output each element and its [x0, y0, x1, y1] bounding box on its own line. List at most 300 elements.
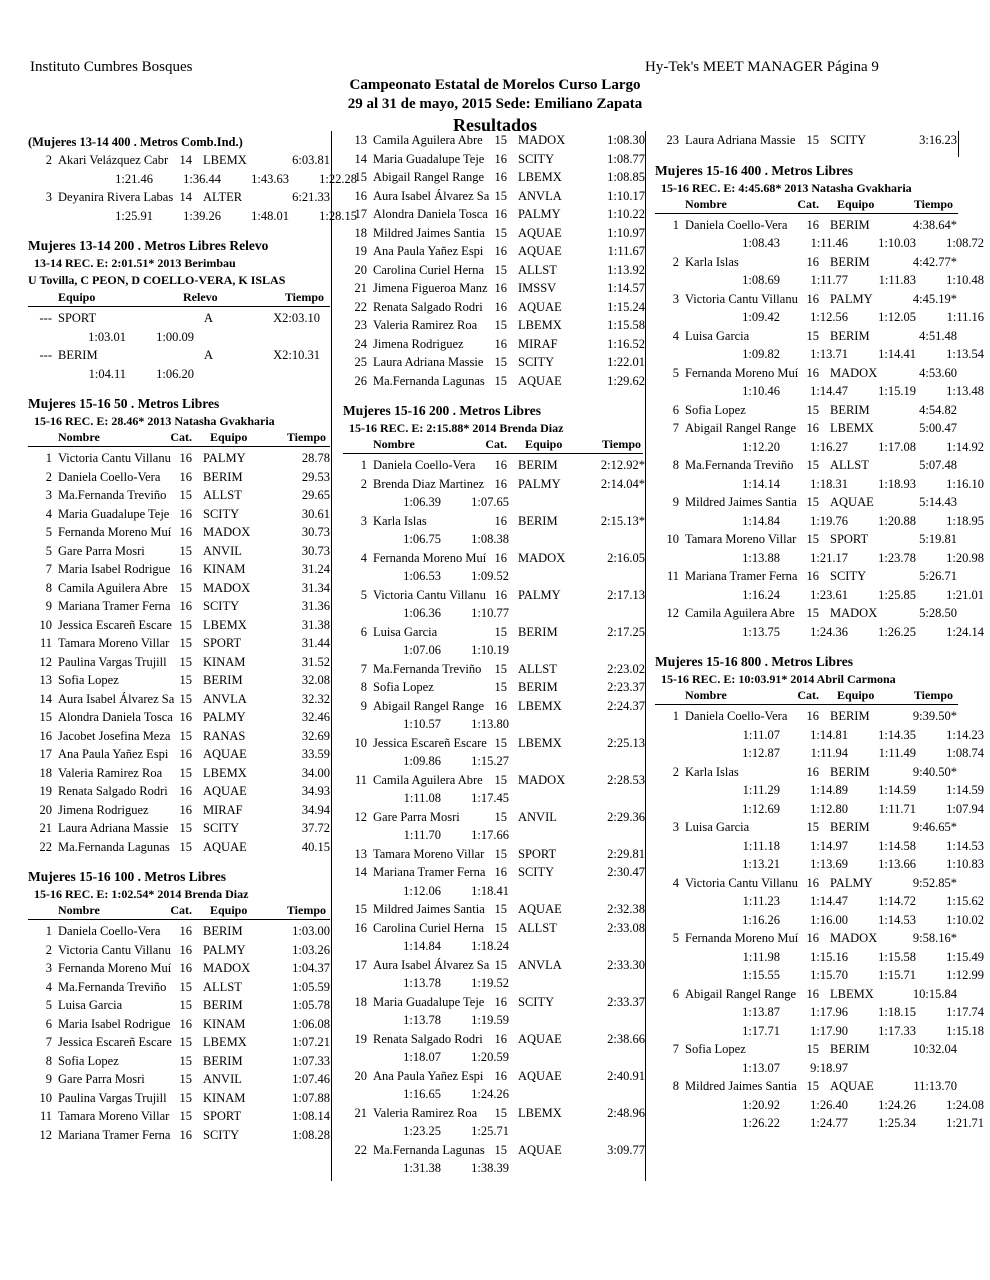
age: 15	[179, 1053, 192, 1068]
splits-row	[655, 512, 984, 531]
result-row	[343, 279, 643, 298]
age: 15	[179, 636, 192, 650]
split-time: 1:09.52	[471, 569, 509, 583]
age: 15	[494, 902, 507, 916]
time: 1:08.85	[607, 170, 645, 184]
splits-row	[655, 966, 984, 985]
split-time: 1:07.06	[403, 643, 441, 657]
result-row	[28, 468, 330, 487]
swimmer-name: Daniela Coello-Vera	[373, 458, 476, 472]
swimmer-name: Mariana Tramer Ferna	[373, 865, 486, 879]
swimmer-name: Mildred Jaimes Santia	[373, 225, 485, 240]
result-row	[28, 1107, 330, 1126]
result-row	[343, 168, 643, 187]
place: 10	[666, 532, 679, 546]
place: 19	[354, 1031, 367, 1046]
time: 10:32.04	[912, 1042, 957, 1056]
splits-row	[655, 911, 984, 930]
result-row	[655, 364, 958, 383]
swimmer-name: Luisa Garcia	[373, 624, 438, 639]
age: 16	[494, 458, 507, 472]
split-time: 1:24.26	[878, 1097, 916, 1112]
split-time: 1:18.24	[471, 939, 509, 953]
splits-row	[343, 641, 643, 660]
place: 12	[39, 1127, 52, 1142]
meet-dates: 29 al 31 de mayo, 2015 Sede: Emiliano Zapata	[347, 96, 643, 112]
result-row	[655, 216, 958, 235]
split-time: 1:12.20	[742, 439, 780, 454]
split-time: 1:15.16	[810, 949, 848, 964]
age: 16	[494, 151, 507, 166]
result-row	[343, 586, 643, 605]
time: 5:00.47	[919, 421, 957, 435]
place: 17	[39, 747, 52, 761]
age: 15	[494, 355, 507, 369]
time: 4:42.77*	[912, 254, 957, 269]
swimmer-name: Fernanda Moreno Muí	[685, 365, 799, 380]
team: BERIM	[830, 328, 870, 343]
event-record: 15-16 REC. E: 2:15.88* 2014 Brenda Diaz	[349, 421, 564, 435]
event-record: 15-16 REC. E: 10:03.91* 2014 Abril Carmona	[661, 672, 896, 686]
time: 31.38	[301, 617, 330, 632]
time: 3:16.23	[919, 133, 957, 147]
time: 2:23.37	[607, 680, 645, 694]
age: 15	[806, 1079, 819, 1093]
time: 32.46	[301, 710, 330, 724]
time: 1:03.00	[292, 924, 330, 938]
split-time: 1:08.43	[742, 236, 780, 250]
result-row	[28, 727, 330, 746]
team: SPORT	[58, 311, 97, 325]
swimmer-name: Jessica Escareñ Escare	[58, 1035, 172, 1049]
result-row	[655, 1077, 958, 1096]
time: 2:14.04*	[600, 476, 645, 491]
age: 15	[179, 1090, 192, 1105]
header-team: Equipo	[837, 196, 875, 211]
team: SCITY	[518, 994, 555, 1009]
split-time: 1:21.01	[946, 587, 984, 602]
table-header	[28, 902, 330, 920]
split-time: 1:14.84	[742, 513, 780, 528]
age: 16	[494, 698, 507, 713]
split-time: 1:11.16	[946, 310, 984, 324]
swimmer-name: Laura Adriana Massie	[58, 821, 169, 835]
swimmer-name: Renata Salgado Rodri	[373, 299, 483, 314]
split-time: 1:14.47	[810, 384, 848, 398]
splits-row	[655, 234, 984, 253]
team: MADOX	[203, 961, 251, 975]
split-time: 1:11.98	[742, 949, 780, 964]
time: 1:14.57	[607, 281, 645, 295]
result-row	[343, 956, 643, 975]
split-time: 1:17.66	[471, 828, 509, 842]
place: 18	[39, 765, 52, 780]
place: 8	[45, 580, 52, 595]
place: 4	[672, 875, 679, 890]
team: AQUAE	[518, 1068, 562, 1083]
splits-row	[343, 1011, 643, 1030]
split-time: 1:39.26	[183, 208, 221, 223]
swimmer-name: Mariana Tramer Ferna	[685, 569, 798, 583]
header-meet-manager: Hy-Tek's MEET MANAGER Página 9	[645, 59, 879, 75]
splits-row	[343, 826, 643, 845]
place: 3	[360, 513, 367, 528]
age: 15	[494, 225, 507, 240]
swimmer-name: Luisa Garcia	[685, 820, 750, 834]
place: 26	[354, 373, 367, 388]
team: MADOX	[830, 606, 878, 620]
place: 21	[39, 821, 52, 835]
column-divider	[645, 131, 646, 1181]
place: 21	[354, 1105, 367, 1120]
age: 16	[494, 994, 507, 1009]
split-time: 1:20.92	[742, 1097, 780, 1112]
result-row	[28, 838, 330, 857]
time: 9:58.16*	[912, 931, 957, 945]
place: 22	[354, 1142, 367, 1157]
team: MADOX	[830, 931, 878, 945]
place: 7	[672, 421, 679, 435]
place: ---	[39, 348, 52, 362]
splits-row	[343, 752, 643, 771]
swimmer-name: Abigail Rangel Range	[685, 421, 797, 435]
splits-row	[28, 328, 330, 347]
swimmer-name: Aura Isabel Álvarez Sa	[58, 691, 175, 706]
age: 16	[806, 254, 819, 269]
header-team: Equipo	[210, 430, 248, 444]
team: SCITY	[203, 821, 240, 835]
result-row	[343, 150, 643, 169]
age: 15	[806, 820, 819, 834]
result-row	[28, 996, 330, 1015]
split-time: 1:14.84	[403, 939, 441, 953]
header-name: Nombre	[58, 903, 100, 917]
split-time: 1:14.97	[810, 838, 848, 853]
split-time: 1:10.57	[403, 717, 441, 731]
age: 16	[179, 1016, 192, 1031]
team: AQUAE	[518, 244, 562, 258]
header-name: Nombre	[685, 688, 727, 702]
split-time: 1:15.70	[810, 968, 848, 982]
result-row	[28, 1033, 330, 1052]
age: 15	[494, 957, 507, 972]
age: 15	[179, 1109, 192, 1123]
age: 16	[179, 525, 192, 539]
time: 4:45.19*	[912, 291, 957, 306]
time: 5:19.81	[919, 532, 957, 546]
result-row	[343, 475, 643, 494]
time: 32.69	[301, 728, 330, 743]
split-time: 1:14.41	[878, 347, 916, 361]
swimmer-name: Camila Aguilera Abre	[685, 606, 795, 620]
place: 2	[672, 254, 679, 269]
swimmer-name: Jessica Escareñ Escare	[373, 735, 487, 750]
split-time: 1:15.19	[878, 384, 916, 398]
swimmer-name: Mariana Tramer Ferna	[58, 1127, 171, 1142]
age: 15	[494, 661, 507, 676]
result-row	[343, 863, 643, 882]
age: 15	[179, 728, 192, 743]
split-time: 1:09.82	[742, 347, 780, 361]
result-row	[28, 1070, 330, 1089]
age: 15	[494, 846, 507, 861]
swimmer-name: Maria Guadalupe Teje	[373, 151, 485, 166]
age: 16	[806, 569, 819, 583]
place: 4	[45, 979, 52, 994]
age: 15	[806, 532, 819, 546]
time: 1:10.17	[607, 188, 645, 203]
age: 15	[494, 373, 507, 388]
split-time: 1:13.87	[742, 1005, 780, 1019]
team: BERIM	[830, 820, 870, 834]
event-record: 15-16 REC. E: 28.46* 2013 Natasha Gvakharia	[34, 414, 275, 428]
split-time: 1:21.17	[810, 550, 848, 565]
place: 3	[672, 820, 679, 834]
swimmer-name: Alondra Daniela Tosca	[58, 710, 173, 724]
column-divider	[331, 131, 332, 1181]
age: 16	[806, 365, 819, 380]
result-row	[655, 327, 958, 346]
time: 5:26.71	[919, 569, 957, 583]
team: SCITY	[518, 151, 555, 166]
result-row	[343, 353, 643, 372]
swimmer-name: Luisa Garcia	[58, 998, 123, 1012]
split-time: 1:21.46	[115, 171, 153, 186]
swimmer-name: Valeria Ramirez Roa	[58, 765, 163, 780]
age: 16	[179, 451, 192, 465]
relay-row	[28, 309, 330, 328]
age: 15	[494, 1142, 507, 1157]
team: KINAM	[203, 1016, 246, 1031]
time: 5:07.48	[919, 458, 957, 472]
age: 15	[494, 920, 507, 935]
header-age: Cat.	[170, 430, 192, 444]
swimmer-name: Fernanda Moreno Muí	[58, 525, 172, 539]
time: 9:40.50*	[912, 764, 957, 779]
result-row	[655, 456, 958, 475]
place: 14	[354, 151, 367, 166]
time: 1:10.22	[607, 207, 645, 221]
split-time: 1:13.54	[946, 347, 984, 361]
split-time: 1:13.07	[742, 1060, 780, 1075]
team: SCITY	[518, 865, 555, 879]
place: 18	[354, 994, 367, 1009]
split-time: 1:19.52	[471, 976, 509, 990]
result-row	[655, 929, 958, 948]
result-row	[343, 734, 643, 753]
place: 2	[45, 942, 52, 957]
result-row	[28, 188, 330, 207]
age: 16	[494, 281, 507, 295]
time: 33.59	[301, 747, 330, 761]
splits-row	[655, 1022, 984, 1041]
place: 10	[354, 735, 367, 750]
place: 16	[39, 728, 52, 743]
table-header	[28, 429, 330, 447]
split-time: 1:08.74	[946, 746, 984, 760]
age: 15	[179, 1072, 192, 1086]
time: 1:08.14	[292, 1109, 330, 1123]
place: 4	[360, 550, 367, 565]
split-time: 1:48.01	[251, 208, 289, 223]
split-time: 1:11.08	[403, 791, 441, 805]
split-time: 1:23.78	[878, 550, 916, 565]
result-row	[655, 290, 958, 309]
place: 3	[45, 190, 52, 204]
result-row	[343, 623, 643, 642]
age: 15	[179, 979, 192, 994]
place: 5	[672, 931, 679, 945]
split-time: 1:18.41	[471, 883, 509, 898]
split-time: 1:06.53	[403, 569, 441, 583]
place: 17	[354, 207, 367, 221]
swimmer-name: Mildred Jaimes Santia	[685, 1079, 797, 1093]
swimmer-name: Ma.Fernanda Lagunas	[373, 373, 485, 388]
time: 1:29.62	[607, 373, 645, 388]
split-time: 1:24.77	[810, 1116, 848, 1130]
swimmer-name: Carolina Curiel Herna	[373, 262, 485, 277]
team: ANVLA	[203, 691, 247, 706]
team: MADOX	[518, 550, 566, 565]
split-time: 1:13.78	[403, 976, 441, 990]
time: 10:15.84	[912, 986, 957, 1001]
split-time: 1:22.28	[319, 171, 357, 186]
swimmer-name: Maria Isabel Rodrigue	[58, 562, 171, 576]
split-time: 1:04.11	[88, 366, 126, 381]
split-time: 1:11.07	[742, 727, 780, 742]
swimmer-name: Valeria Ramirez Roa	[373, 1105, 478, 1120]
result-row	[28, 597, 330, 616]
age: 15	[806, 328, 819, 343]
split-time: 1:16.24	[742, 587, 780, 602]
split-time: 1:13.48	[946, 384, 984, 398]
split-time: 1:13.21	[742, 857, 780, 871]
time: 2:33.37	[607, 994, 645, 1009]
split-time: 1:18.93	[878, 476, 916, 491]
team: AQUAE	[203, 747, 247, 761]
time: 1:03.26	[292, 942, 330, 957]
team: BERIM	[830, 217, 870, 232]
time: 1:15.24	[607, 299, 645, 314]
time: 9:52.85*	[912, 875, 957, 890]
time: 31.44	[301, 636, 330, 650]
team: SCITY	[830, 569, 867, 583]
time: 2:17.25	[607, 624, 645, 639]
swimmer-name: Daniela Coello-Vera	[58, 469, 161, 484]
split-time: 1:14.89	[810, 783, 848, 797]
swimmer-name: Victoria Cantu Villanu	[58, 451, 171, 465]
swimmer-name: Aura Isabel Álvarez Sa	[373, 957, 490, 972]
age: 16	[494, 1068, 507, 1083]
age: 16	[494, 244, 507, 258]
team: LBEMX	[518, 318, 562, 332]
place: 9	[45, 599, 52, 613]
place: 6	[672, 986, 679, 1001]
age: 16	[806, 931, 819, 945]
split-time: 1:15.27	[471, 754, 509, 768]
team: LBEMX	[830, 986, 874, 1001]
split-time: 1:11.29	[742, 783, 780, 797]
split-time: 1:24.26	[471, 1087, 509, 1101]
result-row	[343, 456, 643, 475]
result-row	[28, 560, 330, 579]
splits-row	[655, 271, 984, 290]
header-time: Tiempo	[601, 437, 641, 451]
swimmer-name: Sofia Lopez	[685, 1042, 746, 1056]
splits-row	[655, 948, 984, 967]
result-row	[28, 708, 330, 727]
result-row	[655, 419, 958, 438]
team: MADOX	[203, 525, 251, 539]
result-row	[343, 1067, 643, 1086]
result-row	[655, 530, 958, 549]
splits-row	[343, 1159, 643, 1178]
place: 6	[360, 624, 367, 639]
time: 1:07.21	[292, 1035, 330, 1049]
time: 31.36	[301, 599, 330, 613]
results-column-2	[343, 131, 643, 1178]
splits-row	[655, 892, 984, 911]
header-time: Tiempo	[913, 688, 953, 702]
split-time: 1:06.75	[403, 532, 441, 546]
swimmer-name: Mildred Jaimes Santia	[373, 902, 485, 916]
age: 15	[806, 606, 819, 620]
header-team: Equipo	[525, 437, 563, 451]
team: PALMY	[518, 207, 561, 221]
swimmer-name: Ma.Fernanda Treviño	[58, 979, 167, 994]
place: 7	[360, 661, 367, 676]
place: 5	[45, 998, 52, 1012]
team: SPORT	[518, 846, 557, 861]
time: 1:15.58	[607, 318, 645, 332]
result-row	[655, 818, 958, 837]
split-time: 1:14.53	[878, 912, 916, 927]
time: 34.93	[301, 784, 330, 798]
split-time: 1:12.69	[742, 801, 780, 816]
age: 16	[494, 299, 507, 314]
split-time: 1:24.08	[946, 1097, 984, 1112]
time: 1:08.77	[607, 151, 645, 166]
split-time: 1:14.72	[878, 894, 916, 908]
split-time: 1:06.36	[403, 606, 441, 620]
time: 29.53	[301, 469, 330, 484]
time: 2:15.13*	[600, 513, 645, 528]
splits-row	[655, 345, 984, 364]
splits-row	[343, 974, 643, 993]
time: 4:54.82	[919, 402, 957, 417]
place: 10	[39, 1090, 52, 1105]
place: 4	[672, 328, 679, 343]
team: PALMY	[203, 451, 246, 465]
split-time: 1:13.69	[810, 857, 848, 871]
result-row	[28, 486, 330, 505]
age: 15	[179, 821, 192, 835]
time: 2:25.13	[607, 735, 645, 750]
time: 1:11.67	[607, 244, 645, 258]
event-title: Mujeres 15-16 800 . Metros Libres	[655, 654, 853, 669]
place: 10	[39, 617, 52, 632]
team: IMSSV	[518, 281, 557, 295]
age: 15	[179, 839, 192, 854]
split-time: 1:00.09	[156, 329, 194, 344]
team: BERIM	[203, 673, 243, 687]
splits-row	[28, 170, 357, 189]
age: 16	[179, 802, 192, 817]
age: 16	[179, 469, 192, 484]
place: 2	[360, 476, 367, 491]
result-row	[343, 261, 643, 280]
split-time: 1:16.10	[946, 476, 984, 491]
